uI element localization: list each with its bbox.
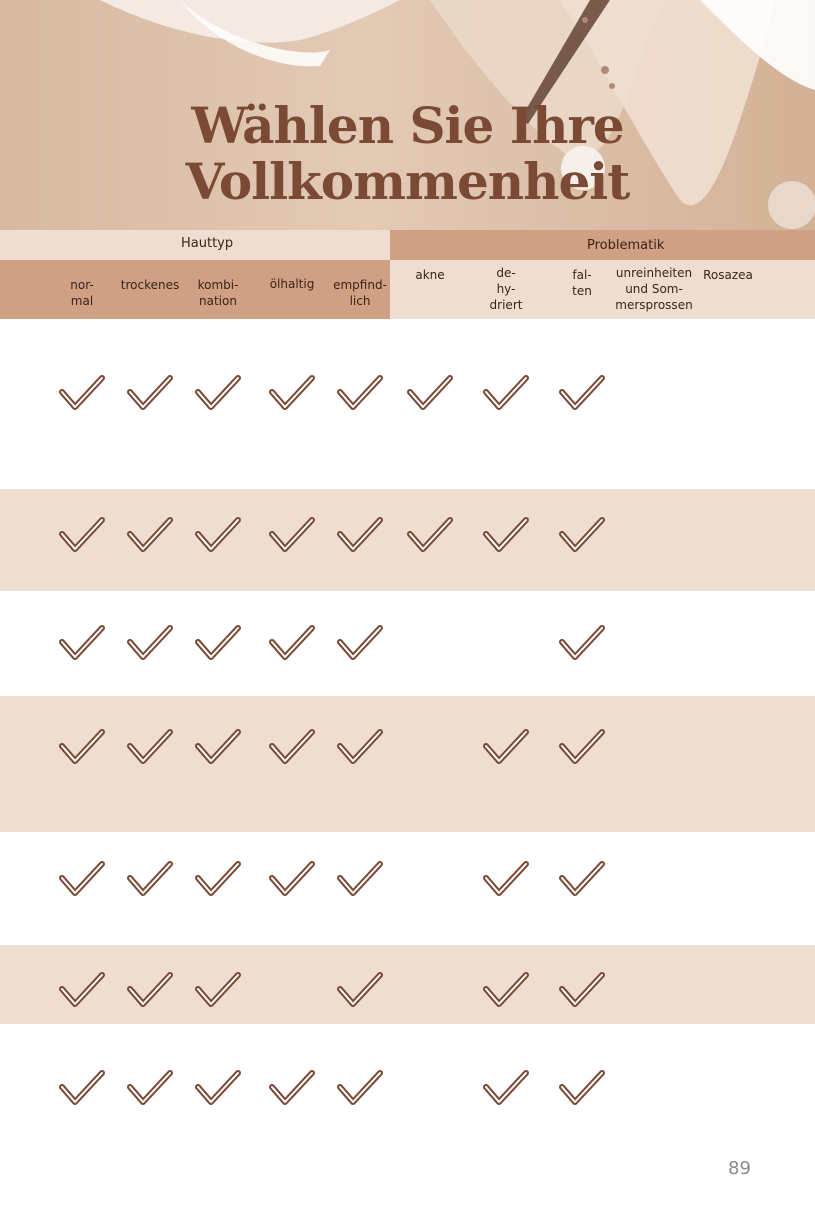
check-icon bbox=[483, 860, 529, 898]
column-header-empfindlich: empfind- lich bbox=[333, 278, 387, 308]
check-icon bbox=[59, 1069, 105, 1107]
column-header-unreinheiten: unreinheiten und Som- mersprossen bbox=[615, 266, 693, 312]
column-header-trockenes: trockenes bbox=[120, 278, 180, 292]
title-line-1: Wählen Sie Ihre bbox=[191, 96, 624, 155]
check-icon bbox=[195, 624, 241, 662]
check-icon bbox=[269, 728, 315, 766]
check-icon bbox=[127, 728, 173, 766]
check-icon bbox=[337, 728, 383, 766]
check-icon bbox=[559, 1069, 605, 1107]
check-icon bbox=[337, 860, 383, 898]
column-header-falten: fal- ten bbox=[572, 268, 592, 298]
check-icon bbox=[559, 860, 605, 898]
check-icon bbox=[337, 1069, 383, 1107]
issues-header bbox=[390, 230, 815, 260]
check-icon bbox=[483, 971, 529, 1009]
check-icon bbox=[59, 728, 105, 766]
check-icon bbox=[195, 728, 241, 766]
check-icon bbox=[337, 374, 383, 412]
check-icon bbox=[59, 516, 105, 554]
check-icon bbox=[337, 971, 383, 1009]
check-icon bbox=[337, 624, 383, 662]
check-icon bbox=[127, 374, 173, 412]
check-icon bbox=[407, 374, 453, 412]
hero-image bbox=[0, 0, 815, 230]
check-icon bbox=[559, 728, 605, 766]
check-icon bbox=[269, 624, 315, 662]
check-icon bbox=[195, 1069, 241, 1107]
column-header-normal: nor- mal bbox=[70, 278, 94, 308]
row-band bbox=[0, 591, 815, 696]
column-header-dehydriert: de- hy- driert bbox=[489, 266, 523, 312]
check-icon bbox=[559, 516, 605, 554]
check-icon bbox=[559, 971, 605, 1009]
column-header-kombination: kombi- nation bbox=[197, 278, 239, 308]
skin-type-header bbox=[0, 230, 390, 260]
column-header-oelhaltig: ölhaltig bbox=[269, 277, 315, 291]
check-icon bbox=[195, 516, 241, 554]
check-icon bbox=[127, 971, 173, 1009]
check-icon bbox=[269, 860, 315, 898]
check-icon bbox=[59, 624, 105, 662]
check-icon bbox=[337, 516, 383, 554]
skin-type-label: Hauttyp bbox=[181, 236, 234, 251]
column-header-akne: akne bbox=[415, 268, 445, 282]
page-title bbox=[0, 98, 815, 210]
check-icon bbox=[195, 971, 241, 1009]
row-band bbox=[0, 696, 815, 832]
check-icon bbox=[483, 516, 529, 554]
row-band bbox=[0, 1024, 815, 1154]
check-icon bbox=[407, 516, 453, 554]
check-icon bbox=[59, 971, 105, 1009]
check-icon bbox=[59, 374, 105, 412]
check-icon bbox=[483, 1069, 529, 1107]
row-band bbox=[0, 945, 815, 1024]
title-line-2: Vollkommenheit bbox=[185, 152, 630, 211]
check-icon bbox=[269, 1069, 315, 1107]
page-number: 89 bbox=[728, 1158, 751, 1179]
column-header-rosazea: Rosazea bbox=[703, 268, 753, 282]
row-band bbox=[0, 832, 815, 945]
check-icon bbox=[59, 860, 105, 898]
check-icon bbox=[127, 624, 173, 662]
check-icon bbox=[559, 624, 605, 662]
check-icon bbox=[269, 516, 315, 554]
check-icon bbox=[127, 516, 173, 554]
check-icon bbox=[127, 1069, 173, 1107]
check-icon bbox=[483, 374, 529, 412]
issues-label: Problematik bbox=[587, 238, 665, 253]
check-icon bbox=[195, 374, 241, 412]
check-icon bbox=[195, 860, 241, 898]
check-icon bbox=[127, 860, 173, 898]
check-icon bbox=[559, 374, 605, 412]
check-icon bbox=[483, 728, 529, 766]
check-icon bbox=[269, 374, 315, 412]
